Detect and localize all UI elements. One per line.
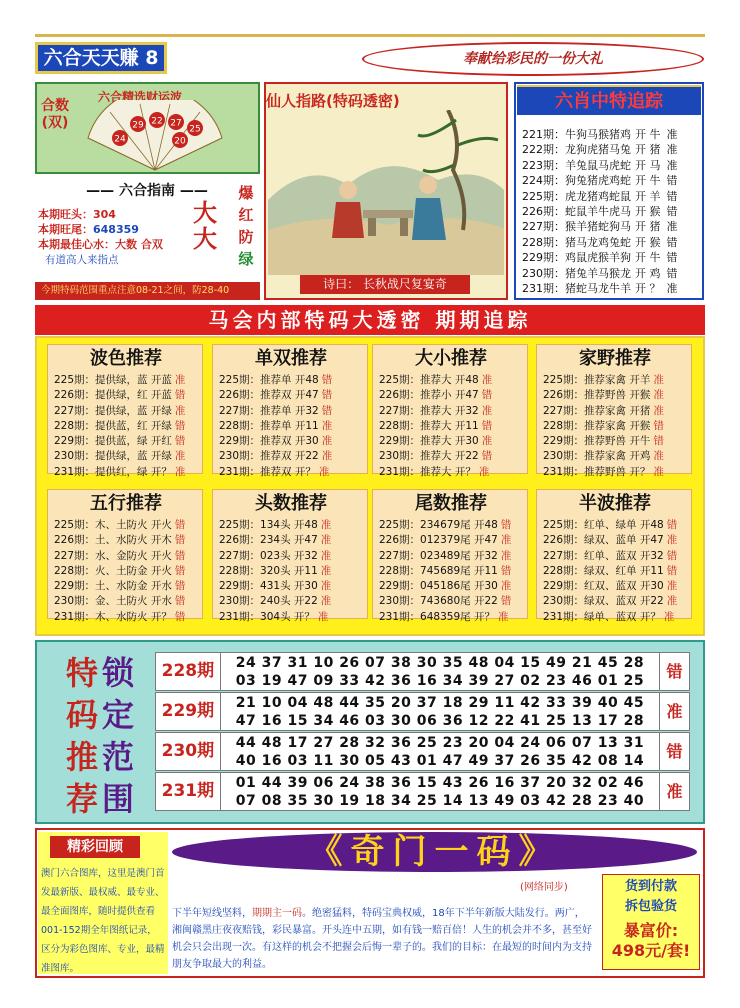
track-zodiacs: 猪兔羊马猴龙 [565,266,631,280]
lock-result: 错 [659,733,689,770]
track-period: 229期： [522,251,565,265]
panel-row-text: 226期：012379尾 开47 [379,534,498,547]
track-open: 开 猴 [635,235,661,249]
recommend-panel [536,489,692,623]
panel-row-text: 231期：绿单、蓝双 开？ [543,610,661,623]
panel-row-text: 225期：234679尾 开48 [379,519,498,531]
lock-numbers-line: 01 44 39 06 24 38 36 15 43 26 16 37 20 32 02 46 [235,775,645,791]
panel-row [537,610,691,625]
panel-row-text: 231期：推荐大 开？ [379,465,476,478]
track-zodiacs: 蛇鼠羊牛虎马 [565,204,631,218]
panel-row [537,518,691,533]
panel-row-text: 229期：045186尾 开30 [379,580,498,593]
panel-row-result: 准 [481,374,493,386]
panel-row-text: 230期：推荐大 开22 [379,450,479,463]
track-result: 准 [666,281,678,295]
panel-row-text: 225期：推荐大 开48 [379,374,479,386]
panel-title: 家野推荐 [579,348,651,369]
fan-title: 六合精选财运波 [98,90,183,104]
lock-numbers [221,733,659,770]
panel-row-result: 准 [481,435,493,448]
lock-row [155,652,690,691]
panel-row [373,594,527,609]
guide-title: —— 六合指南 —— [86,183,208,199]
lock-numbers [221,693,659,730]
panel-row [48,419,202,434]
panel-row [373,518,527,533]
track-result: 错 [666,204,678,218]
panel-row [373,388,527,403]
panel-row [537,434,691,449]
track-row [522,127,702,142]
panel-row-result: 准 [318,465,330,478]
track-period: 226期： [522,204,565,218]
panel-row-text: 231期：木、水防火 开？ [54,610,172,623]
panel-row-result: 错 [653,419,664,432]
lock-period: 231期 [156,773,221,810]
panel-row-result: 准 [321,450,333,463]
track-result: 错 [666,189,678,203]
panel-row [48,549,202,564]
panel-row-result: 错 [174,389,186,402]
panel-row-result: 准 [174,374,186,386]
recommend-panel [47,344,203,478]
panel-row-text: 225期：推荐单 开48 [219,374,319,386]
panel-row-result: 准 [174,404,186,417]
track-zodiacs: 龙狗虎猪马兔 [565,143,631,157]
panel-title: 波色推荐 [90,348,162,369]
net-sync-label: (网络同步) [520,882,568,893]
panel-row [537,594,691,609]
panel-row-result: 准 [321,435,333,448]
panel-row-text: 231期：304头 开？ [219,610,315,623]
panel-row-text: 228期：推荐单 开11 [219,419,319,432]
guide-note: 有道高人来指点 [45,254,119,266]
recommend-panel [372,489,528,623]
track-zodiacs: 鸡鼠虎猴羊狗 [565,251,631,265]
review-text: 澳门六合图库，这里是澳门首发最新版、最权威、最专业、最全面图库，随时提供查看001-152期全年图纸记录，区分为彩色图库、专业，最精准图库。 [41,868,165,974]
panel-title: 单双推荐 [255,348,327,369]
panel-row [373,373,527,388]
track-open: 开 羊 [635,189,661,203]
range-note: 今期特码范围重点注意08-21之间，防28-40 [35,282,260,300]
fan-number: 20 [174,136,186,147]
panel-row-result: 错 [174,435,186,448]
lock-numbers-line: 07 08 35 30 19 18 34 25 14 13 49 03 42 28 23 40 [235,793,645,809]
track-row [522,173,702,188]
panel-row-text: 226期：绿双、蓝单 开47 [543,534,664,547]
panel-row-text: 230期：提供绿，蓝 开绿 [54,450,172,463]
lock-period: 229期 [156,693,221,730]
lock-numbers-line: 44 48 17 27 28 32 36 25 23 20 04 24 06 07 13 31 [235,735,645,751]
scholars-illustration-icon [268,110,504,275]
panel-row-text: 228期：320头 开11 [219,564,318,577]
panel-row-text: 230期：743680尾 开22 [379,595,498,608]
panel-row-text: 226期：234头 开47 [219,534,318,547]
panel-row-text: 229期：红双、蓝双 开30 [543,580,664,593]
panel-row-result: 错 [500,564,512,577]
panel-row-result: 准 [663,610,675,623]
panel-row-result: 准 [320,534,332,547]
panel-row [213,465,367,480]
panel-row [48,449,202,464]
panel-row-result: 准 [497,610,509,623]
panel-row-text: 225期：134头 开48 [219,519,318,531]
track-row [522,250,702,265]
panel-row [48,579,202,594]
panel-row-result: 错 [174,519,186,531]
track-zodiacs: 羊兔鼠马虎蛇 [565,158,631,172]
panel-row-text: 228期：推荐家禽 开猴 [543,419,651,432]
panel-row [537,373,691,388]
track-period: 221期： [522,128,565,141]
panel-row [48,404,202,419]
lock-numbers-line: 03 19 47 09 33 42 36 16 34 39 27 02 23 46 01 25 [235,673,645,689]
fan-number: 25 [189,124,201,135]
panel-row-result: 准 [320,564,332,577]
track-result: 错 [666,266,678,280]
panel-row-text: 225期：木、土防火 开火 [54,519,172,531]
panel-row [373,579,527,594]
panel-row [537,449,691,464]
track-period: 225期： [522,189,565,203]
panel-row-result: 准 [317,610,329,623]
lock-numbers-line: 21 10 04 48 44 35 20 37 18 29 11 42 33 39 40 45 [235,695,645,711]
recommend-panel [536,344,692,478]
lock-left-chars: 特 码 推 荐 [65,654,98,818]
xianren-title: 仙人指路(特码透密) [266,92,400,110]
track-result: 错 [666,235,678,249]
panel-row-result: 错 [666,519,678,531]
panel-row-result: 错 [321,404,333,417]
track-result: 准 [666,143,678,157]
panel-row-text: 226期：提供绿，红 开蓝 [54,389,172,402]
lock-row [155,732,690,771]
panel-row-text: 227期：水、金防火 开火 [54,549,172,562]
track-list [522,127,702,296]
panel-title: 大小推荐 [415,348,487,369]
panel-row-result: 准 [478,465,490,478]
panel-row-result: 错 [321,389,333,402]
panel-row-result: 错 [321,374,333,386]
panel-row [373,564,527,579]
panel-row-result: 准 [320,595,332,608]
panel-row-text: 226期：土、水防火 开木 [54,534,172,547]
track-row [522,266,702,281]
track-period: 224期： [522,174,565,188]
panel-row-result: 错 [653,435,664,448]
lock-numbers [221,773,659,810]
panel-row [213,610,367,625]
panel-row [213,579,367,594]
lock-numbers-line: 24 37 31 10 26 07 38 30 35 48 04 15 49 21 45 28 [235,655,645,671]
track-row [522,281,702,296]
poem-bar: 诗曰： 长秋战尺复宴奇 [300,275,470,294]
panel-row-result: 准 [653,374,664,386]
panel-row [213,594,367,609]
panel-row [213,564,367,579]
panel-row [48,434,202,449]
guide-line: 本期旺头：304 [38,208,116,221]
panel-title: 五行推荐 [90,493,162,514]
track-result: 准 [666,220,678,234]
track-zodiacs: 猪蛇马龙牛羊 [565,281,631,295]
lock-result: 准 [659,773,689,810]
panel-row [48,518,202,533]
panel-row-text: 230期：推荐家禽 开鸡 [543,450,651,463]
panel-row [48,610,202,625]
track-period: 223期： [522,158,565,172]
lock-period: 230期 [156,733,221,770]
track-open: 开 猪 [635,143,661,157]
panel-row [48,533,202,548]
track-zodiacs: 牛狗马猴猪鸡 [565,128,631,141]
track-open: 开 ？ [635,281,661,295]
panel-row [373,533,527,548]
panel-row-text: 226期：推荐小 开47 [379,389,479,402]
track-result: 准 [666,158,678,172]
panel-row-result: 错 [500,595,512,608]
panel-row-text: 227期：023489尾 开32 [379,549,498,562]
recommend-panel [47,489,203,623]
panel-row [48,465,202,480]
panel-row-result: 错 [481,389,493,402]
panel-row [373,549,527,564]
panel-row-text: 230期：绿双、蓝双 开22 [543,595,664,608]
panel-row-text: 227期：推荐大 开32 [379,404,479,417]
track-result: 错 [666,251,678,265]
panel-row-result: 错 [481,419,493,432]
track-period: 227期： [522,220,565,234]
panel-row-result: 错 [174,534,186,547]
panel-row-result: 准 [174,450,186,463]
panel-row [213,518,367,533]
panel-row-text: 228期：绿双、红单 开11 [543,564,664,577]
track-period: 228期： [522,235,565,249]
qimen-description: 下半年短线坚料，期期主一码。绝密猛料，特码宝典权威，18年下半年新版大陆发行。两广，湘闽赣黑庄夜夜赔钱，彩民暴富。开头连中五期，如有钱一赔百倍！人生的机会并不多，甚至好机会只会出现一次。有这样的机会不把握会后悔一辈子的。我们的目标：在最短的时间内为支持朋友争取最大的利益。 [172,908,592,970]
track-row [522,142,702,157]
panel-row-text: 228期：火、土防金 开火 [54,564,172,577]
panel-row [373,419,527,434]
page-logo: 六合天天赚 8 [35,42,167,74]
panel-row [213,373,367,388]
panel-row-result: 错 [174,595,186,608]
panel-row-text: 227期：推荐家禽 开猪 [543,404,651,417]
track-result: 准 [666,128,678,141]
panel-row-result: 错 [174,580,186,593]
track-open: 开 猪 [635,220,661,234]
slogan-banner: 奉献给彩民的一份大礼 [362,42,704,76]
panel-row [537,419,691,434]
lock-table [155,652,690,812]
side-label: 爆 红 防 绿 [238,184,254,268]
track-period: 231期： [522,281,565,295]
panel-row-text: 230期：240头 开22 [219,595,318,608]
panel-row [48,388,202,403]
panel-row-text: 227期：红单、蓝双 开32 [543,549,664,562]
panel-row-text: 229期：推荐大 开30 [379,435,479,448]
panel-row [48,594,202,609]
panel-row-text: 229期：推荐双 开30 [219,435,319,448]
panel-row-text: 225期：提供绿，蓝 开蓝 [54,374,172,386]
panel-row [48,564,202,579]
panel-row-text: 225期：推荐家禽 开羊 [543,374,651,386]
panel-row-result: 准 [500,580,512,593]
track-period: 222期： [522,143,565,157]
section-banner: 马会内部特码大透密 期期追踪 [35,305,705,335]
track-row [522,235,702,250]
panel-row [213,388,367,403]
track-open: 开 牛 [635,251,661,265]
cod-box: 货到付款 拆包验货 暴富价: 498元/套! [602,874,700,970]
panel-row [48,373,202,388]
panel-row-text: 228期：推荐大 开11 [379,419,479,432]
panel-row-text: 231期：推荐双 开？ [219,465,316,478]
panel-row [213,533,367,548]
track-open: 开 鸡 [635,266,661,280]
panel-row-text: 229期：土、水防金 开水 [54,580,172,593]
panel-row-result: 错 [174,564,186,577]
lock-numbers-line: 47 16 15 34 46 03 30 06 36 12 22 41 25 13 17 28 [235,713,645,729]
panel-row-text: 231期：提供红，绿 开？ [54,465,172,478]
lock-period: 228期 [156,653,221,690]
big-label: 大 大 [193,199,217,253]
panel-row-result: 错 [481,450,493,463]
lock-row [155,692,690,731]
track-open: 开 牛 [635,174,661,188]
panel-row-text: 230期：推荐双 开22 [219,450,319,463]
track-row [522,219,702,234]
track-zodiacs: 虎龙猪鸡蛇鼠 [565,189,631,203]
track-zodiacs: 狗兔猪虎鸡蛇 [565,174,631,188]
panel-row-text: 227期：023头 开32 [219,549,318,562]
lock-result: 错 [659,653,689,690]
fan-icon [80,100,230,172]
track-period: 230期： [522,266,565,280]
panel-row-result: 错 [174,610,186,623]
panel-row [537,465,691,480]
panel-row-result: 准 [666,580,678,593]
panel-row-result: 准 [481,404,493,417]
panel-row-text: 229期：431头 开30 [219,580,318,593]
track-open: 开 牛 [635,128,661,141]
panel-row-result: 准 [320,549,332,562]
lock-numbers-line: 40 16 03 11 30 05 43 01 47 49 37 26 35 42 08 14 [235,753,645,769]
recommend-panel [212,489,368,623]
guide-line: 本期旺尾：648359 [38,223,139,236]
panel-row-text: 231期：推荐野兽 开？ [543,465,651,478]
panel-row-result: 准 [653,389,664,402]
panel-title: 尾数推荐 [415,493,487,514]
panel-row-text: 226期：推荐野兽 开猴 [543,389,651,402]
panel-row-result: 准 [666,534,678,547]
panel-row-result: 准 [666,595,678,608]
panel-row [373,465,527,480]
fan-number: 22 [151,116,163,127]
panel-row-result: 错 [666,549,678,562]
track-zodiacs: 猪马龙鸡兔蛇 [565,235,631,249]
panel-title: 头数推荐 [255,493,327,514]
panel-row-result: 准 [653,465,664,478]
panel-row-text: 229期：推荐野兽 开牛 [543,435,651,448]
lock-row [155,772,690,811]
panel-row-text: 226期：推荐双 开47 [219,389,319,402]
lock-numbers [221,653,659,690]
recommend-panel [212,344,368,478]
panel-row [537,579,691,594]
panel-row-result: 错 [174,549,186,562]
track-row [522,204,702,219]
panel-row [213,449,367,464]
panel-row-result: 准 [500,534,512,547]
track-title: 六肖中特追踪 [517,85,701,115]
panel-row-text: 227期：提供绿，蓝 开绿 [54,404,172,417]
odd-label: 合数(双) [41,98,69,131]
panel-row-result: 准 [320,580,332,593]
panel-row-result: 错 [174,419,186,432]
panel-row [373,610,527,625]
lock-right-chars: 锁 定 范 围 [101,654,134,818]
panel-title: 半波推荐 [579,493,651,514]
top-divider [35,34,705,37]
panel-row [537,564,691,579]
panel-row-text: 229期：提供蓝，绿 开红 [54,435,172,448]
panel-row [537,388,691,403]
guide-line: 本期最佳心水：大数 合双 [38,238,163,251]
panel-row [373,434,527,449]
panel-row-result: 错 [500,519,512,531]
panel-row-text: 225期：红单、绿单 开48 [543,519,664,531]
review-title: 精彩回顾 [50,836,140,858]
panel-row-result: 准 [320,519,332,531]
track-open: 开 猴 [635,204,661,218]
lock-result: 准 [659,693,689,730]
panel-row [537,549,691,564]
track-result: 错 [666,174,678,188]
panel-row-result: 准 [500,549,512,562]
track-zodiacs: 猴羊猪蛇狗马 [565,220,631,234]
panel-row-text: 227期：推荐单 开32 [219,404,319,417]
panel-row-result: 准 [653,450,664,463]
recommend-panel [372,344,528,478]
panel-row [213,419,367,434]
panel-row [537,533,691,548]
panel-row-text: 228期：提供蓝，红 开绿 [54,419,172,432]
panel-row-text: 228期：745689尾 开11 [379,564,498,577]
panel-row-result: 准 [174,465,186,478]
fan-number: 24 [114,134,126,145]
fan-number: 29 [132,120,144,131]
panel-row [537,404,691,419]
panel-row [213,434,367,449]
panel-row-text: 230期：金、土防火 开水 [54,595,172,608]
panel-row-result: 准 [653,404,664,417]
panel-row [373,449,527,464]
fan-number: 27 [170,118,182,129]
panel-row [213,404,367,419]
panel-row-text: 231期：648359尾 开？ [379,610,495,623]
track-open: 开 马 [635,158,661,172]
panel-row [213,549,367,564]
track-row [522,158,702,173]
panel-row [373,404,527,419]
panel-row-result: 错 [666,564,678,577]
qimen-title: 《奇门一码》 [172,832,697,872]
panel-row-result: 准 [321,419,333,432]
track-row [522,189,702,204]
